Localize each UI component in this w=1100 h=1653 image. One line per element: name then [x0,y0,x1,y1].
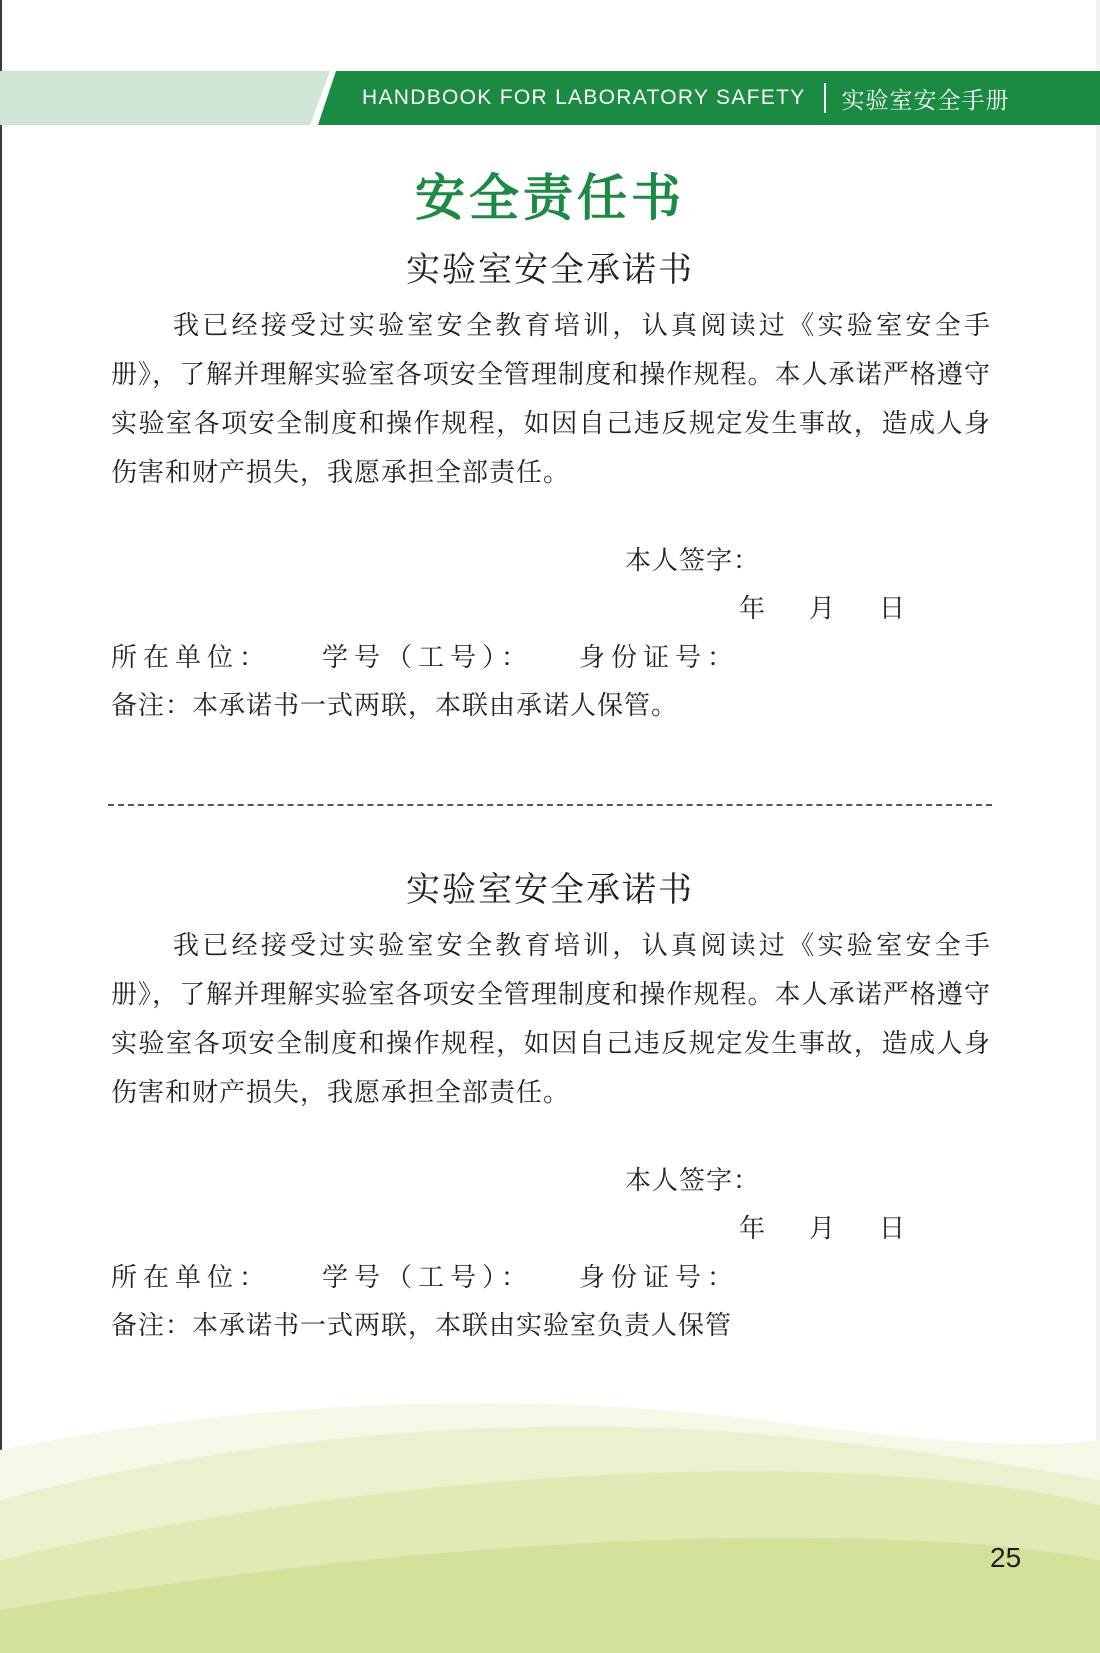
page-number: 25 [990,1542,1022,1573]
pledge-2-unit-label: 所在单位： [111,1263,272,1293]
pledge-2-id-card-label: 身份证号： [579,1263,740,1293]
pledge-2-date-year: 年 [739,1214,767,1244]
pledge-2-date-day: 日 [879,1214,907,1244]
pledge-2-body: 我已经接受过实验室安全教育培训，认真阅读过《实验室安全手册》，了解并理解实验室各项安全管理制度和操作规程。本人承诺严格遵守实验室各项安全制度和操作规程，如因自己违反规定发生事故，造成人身伤害和财产损失，我愿承担全部责任。 [111,931,991,1108]
pledge-1-date-month: 月 [809,594,837,624]
header-english-title: HANDBOOK FOR LABORATORY SAFETY [362,86,806,109]
pledge-2-title: 实验室安全承诺书 [406,870,694,910]
pledge-1-signature-label: 本人签字： [625,546,761,576]
pledge-1-date-day: 日 [879,594,907,624]
pledge-2-student-id-label: 学号（工号）： [322,1263,534,1293]
pledge-1-body: 我已经接受过实验室安全教育培训，认真阅读过《实验室安全手册》，了解并理解实验室各项安全管理制度和操作规程。本人承诺严格遵守实验室各项安全制度和操作规程，如因自己违反规定发生事故，造成人身伤害和财产损失，我愿承担全部责任。 [111,311,991,488]
pledge-2-remark: 备注：本承诺书一式两联，本联由实验室负责人保管 [111,1311,733,1341]
header-chinese-title: 实验室安全手册 [841,87,1010,114]
header-band-light [0,71,330,125]
cut-line-divider [108,804,992,806]
pledge-2-date-month: 月 [809,1214,837,1244]
pledge-1-title: 实验室安全承诺书 [406,250,694,290]
pledge-2-signature-label: 本人签字： [625,1166,761,1196]
pledge-1-remark: 备注：本承诺书一式两联，本联由承诺人保管。 [111,691,679,721]
header [362,71,1010,125]
pledge-1-id-card-label: 身份证号： [579,643,740,673]
page-title: 安全责任书 [415,169,685,227]
pledge-1-student-id-label: 学号（工号）： [322,643,534,673]
pledge-1-date-year: 年 [739,594,767,624]
header-separator [824,83,826,113]
footer-wave-decoration [0,1380,1100,1653]
pledge-1-unit-label: 所在单位： [111,643,272,673]
